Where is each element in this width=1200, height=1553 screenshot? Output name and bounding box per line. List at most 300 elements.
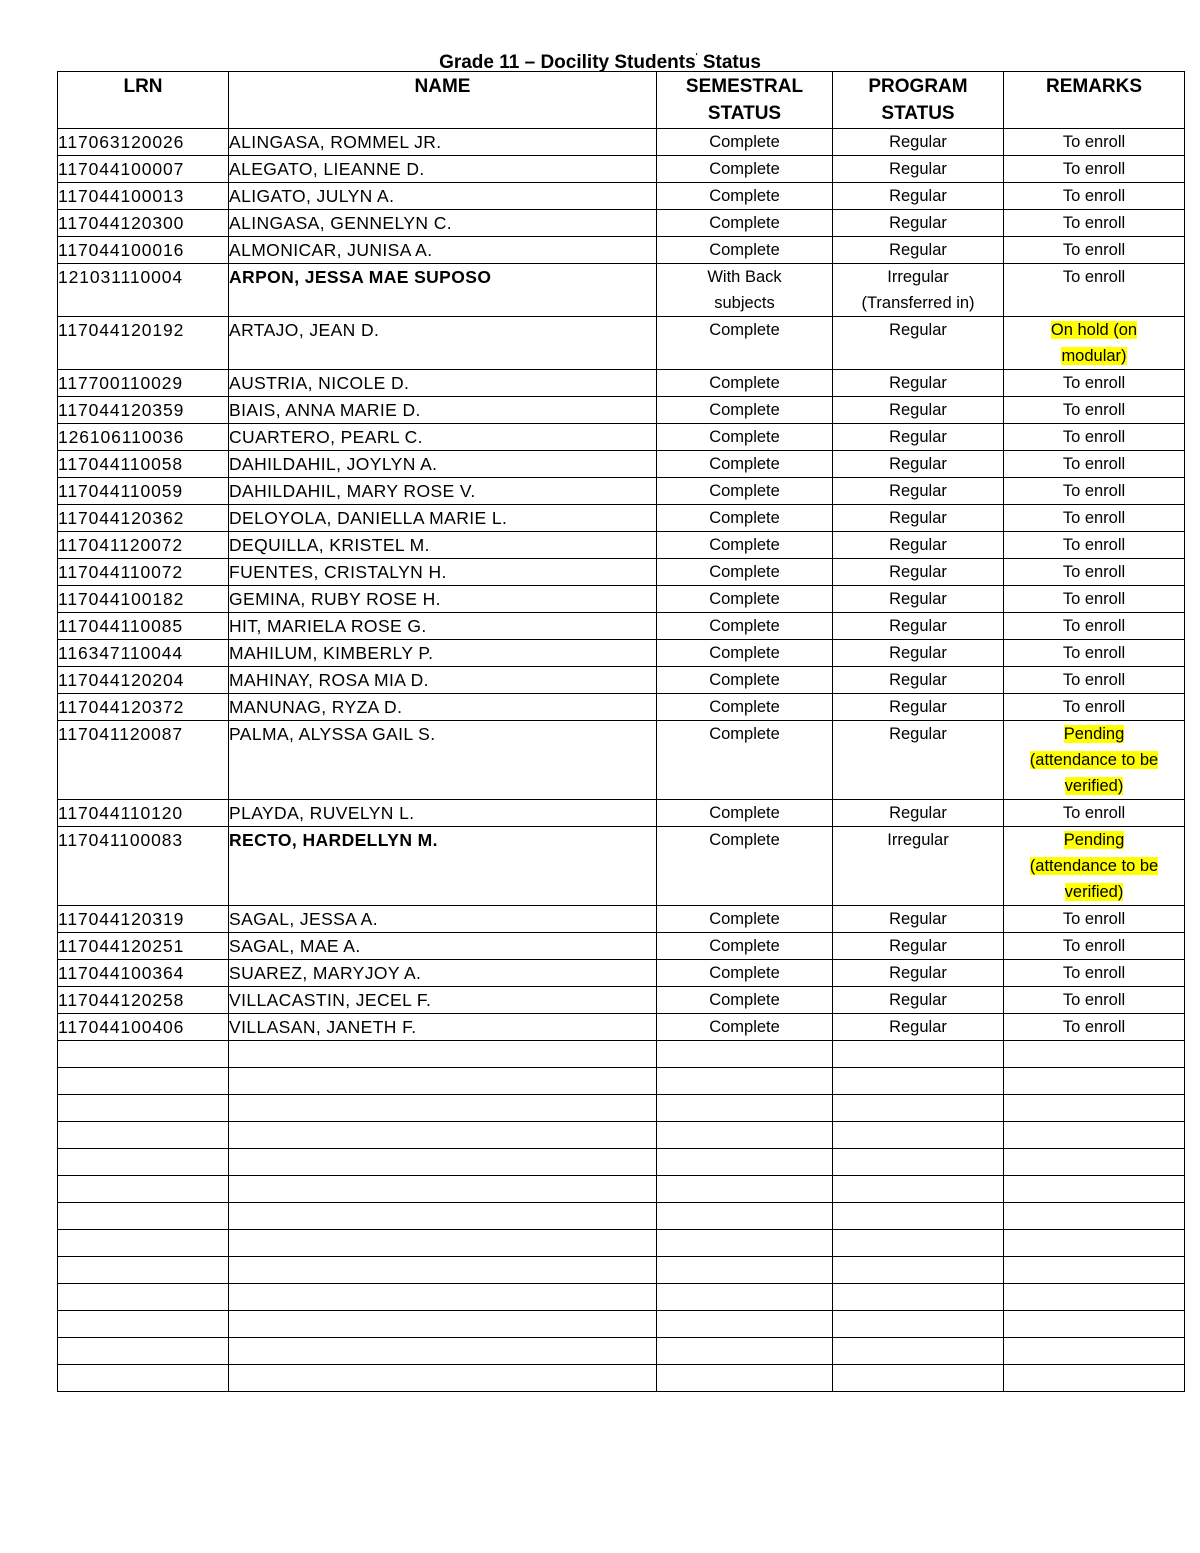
- semestral-status-line: Complete: [709, 509, 780, 527]
- semestral-status-line: Complete: [709, 241, 780, 259]
- lrn-value: 121031110004: [58, 267, 183, 287]
- header-row: [58, 72, 1185, 129]
- program-status-cell: [833, 532, 1004, 559]
- semestral-status-cell: [657, 532, 833, 559]
- name-cell: [229, 397, 657, 424]
- program-status-line: Regular: [889, 644, 947, 662]
- lrn-cell: [58, 960, 229, 987]
- empty-table-row: [58, 1257, 1185, 1284]
- empty-name-cell: [229, 1068, 657, 1095]
- lrn-value: 117044110058: [58, 454, 183, 474]
- semestral-status-line: With Back: [707, 268, 782, 286]
- table-row: [58, 532, 1185, 559]
- table-row: [58, 478, 1185, 505]
- semestral-status-cell: [657, 694, 833, 721]
- program-status-line: Regular: [889, 725, 947, 743]
- name-cell: [229, 667, 657, 694]
- empty-name-cell: [229, 1095, 657, 1122]
- semestral-status-cell: [657, 237, 833, 264]
- empty-program-status-cell: [833, 1365, 1004, 1392]
- lrn-value: 117044120192: [58, 320, 185, 340]
- semestral-status-line: Complete: [709, 160, 780, 178]
- remarks-line: To enroll: [1062, 991, 1126, 1009]
- semestral-status-line: Complete: [709, 187, 780, 205]
- remarks-cell: [1004, 640, 1185, 667]
- lrn-cell: [58, 424, 229, 451]
- program-status-line: Regular: [889, 536, 947, 554]
- table-row: [58, 667, 1185, 694]
- header-name: [229, 72, 657, 129]
- semestral-status-cell: [657, 827, 833, 906]
- program-status-cell: [833, 800, 1004, 827]
- semestral-status-cell: [657, 183, 833, 210]
- empty-name-cell: [229, 1122, 657, 1149]
- remarks-line: To enroll: [1062, 187, 1126, 205]
- program-status-line: Regular: [889, 590, 947, 608]
- program-status-line: Regular: [889, 374, 947, 392]
- remarks-line: To enroll: [1062, 1018, 1126, 1036]
- empty-remarks-cell: [1004, 1230, 1185, 1257]
- table-row: [58, 640, 1185, 667]
- empty-semestral-status-cell: [657, 1230, 833, 1257]
- program-status-line: Regular: [889, 910, 947, 928]
- student-name: MANUNAG, RYZA D.: [229, 697, 403, 717]
- title-main: Grade 11 – Docility Students: [439, 52, 696, 73]
- lrn-cell: [58, 1014, 229, 1041]
- name-cell: [229, 694, 657, 721]
- student-status-table: [57, 71, 1185, 1392]
- empty-lrn-cell: [58, 1095, 229, 1122]
- remarks-cell: [1004, 451, 1185, 478]
- empty-semestral-status-cell: [657, 1203, 833, 1230]
- empty-remarks-cell: [1004, 1284, 1185, 1311]
- remarks-line: To enroll: [1062, 455, 1126, 473]
- lrn-value: 117044120372: [58, 697, 185, 717]
- header-name-label: NAME: [414, 76, 471, 97]
- student-name: VILLASAN, JANETH F.: [229, 1017, 417, 1037]
- empty-semestral-status-cell: [657, 1149, 833, 1176]
- student-name: PLAYDA, RUVELYN L.: [229, 803, 415, 823]
- empty-table-row: [58, 1041, 1185, 1068]
- name-cell: [229, 129, 657, 156]
- lrn-value: 116347110044: [58, 643, 183, 663]
- empty-program-status-cell: [833, 1122, 1004, 1149]
- remarks-line: Pending: [1063, 725, 1125, 743]
- remarks-line: (attendance to be: [1029, 857, 1159, 875]
- empty-table-row: [58, 1365, 1185, 1392]
- table-row: [58, 827, 1185, 906]
- name-cell: [229, 827, 657, 906]
- empty-table-row: [58, 1311, 1185, 1338]
- table-row: [58, 800, 1185, 827]
- empty-program-status-cell: [833, 1176, 1004, 1203]
- semestral-status-cell: [657, 586, 833, 613]
- program-status-cell: [833, 559, 1004, 586]
- remarks-line: To enroll: [1062, 160, 1126, 178]
- semestral-status-line: Complete: [709, 401, 780, 419]
- title-apostrophe: ': [695, 52, 698, 61]
- semestral-status-line: Complete: [709, 698, 780, 716]
- name-cell: [229, 1014, 657, 1041]
- program-status-cell: [833, 933, 1004, 960]
- empty-semestral-status-cell: [657, 1284, 833, 1311]
- empty-semestral-status-cell: [657, 1365, 833, 1392]
- student-name: DEQUILLA, KRISTEL M.: [229, 535, 430, 555]
- lrn-cell: [58, 210, 229, 237]
- semestral-status-line: Complete: [709, 644, 780, 662]
- lrn-cell: [58, 559, 229, 586]
- semestral-status-cell: [657, 451, 833, 478]
- semestral-status-cell: [657, 424, 833, 451]
- program-status-cell: [833, 424, 1004, 451]
- program-status-line: Regular: [889, 991, 947, 1009]
- remarks-line: To enroll: [1062, 937, 1126, 955]
- empty-remarks-cell: [1004, 1311, 1185, 1338]
- student-name: SAGAL, JESSA A.: [229, 909, 378, 929]
- lrn-value: 117044110085: [58, 616, 183, 636]
- remarks-line: To enroll: [1062, 617, 1126, 635]
- semestral-status-line: Complete: [709, 964, 780, 982]
- empty-lrn-cell: [58, 1338, 229, 1365]
- lrn-cell: [58, 505, 229, 532]
- program-status-cell: [833, 906, 1004, 933]
- lrn-value: 117044110059: [58, 481, 183, 501]
- student-name: ALIGATO, JULYN A.: [229, 186, 395, 206]
- name-cell: [229, 210, 657, 237]
- program-status-line: Regular: [889, 617, 947, 635]
- empty-program-status-cell: [833, 1257, 1004, 1284]
- lrn-cell: [58, 906, 229, 933]
- remarks-line: To enroll: [1062, 268, 1126, 286]
- empty-remarks-cell: [1004, 1365, 1185, 1392]
- student-name: AUSTRIA, NICOLE D.: [229, 373, 410, 393]
- semestral-status-line: Complete: [709, 374, 780, 392]
- name-cell: [229, 933, 657, 960]
- lrn-cell: [58, 613, 229, 640]
- remarks-line: (attendance to be: [1029, 751, 1159, 769]
- name-cell: [229, 613, 657, 640]
- program-status-line: Regular: [889, 804, 947, 822]
- lrn-cell: [58, 694, 229, 721]
- semestral-status-cell: [657, 987, 833, 1014]
- semestral-status-line: Complete: [709, 804, 780, 822]
- semestral-status-cell: [657, 960, 833, 987]
- remarks-line: To enroll: [1062, 428, 1126, 446]
- empty-program-status-cell: [833, 1338, 1004, 1365]
- lrn-value: 117044100182: [58, 589, 185, 609]
- program-status-cell: [833, 264, 1004, 317]
- student-name: GEMINA, RUBY ROSE H.: [229, 589, 441, 609]
- program-status-cell: [833, 370, 1004, 397]
- table-row: [58, 1014, 1185, 1041]
- table-row: [58, 613, 1185, 640]
- program-status-line: Regular: [889, 1018, 947, 1036]
- program-status-cell: [833, 640, 1004, 667]
- semestral-status-line: Complete: [709, 1018, 780, 1036]
- name-cell: [229, 987, 657, 1014]
- empty-remarks-cell: [1004, 1176, 1185, 1203]
- program-status-cell: [833, 960, 1004, 987]
- remarks-line: To enroll: [1062, 910, 1126, 928]
- program-status-line: Irregular: [887, 831, 949, 849]
- lrn-cell: [58, 451, 229, 478]
- empty-table-row: [58, 1203, 1185, 1230]
- remarks-cell: [1004, 559, 1185, 586]
- empty-lrn-cell: [58, 1257, 229, 1284]
- empty-name-cell: [229, 1365, 657, 1392]
- remarks-cell: [1004, 478, 1185, 505]
- name-cell: [229, 800, 657, 827]
- empty-semestral-status-cell: [657, 1338, 833, 1365]
- name-cell: [229, 317, 657, 370]
- student-name: ALINGASA, GENNELYN C.: [229, 213, 452, 233]
- empty-semestral-status-cell: [657, 1257, 833, 1284]
- program-status-cell: [833, 210, 1004, 237]
- table-row: [58, 505, 1185, 532]
- student-name: ALEGATO, LIEANNE D.: [229, 159, 425, 179]
- student-name: DAHILDAHIL, MARY ROSE V.: [229, 481, 476, 501]
- lrn-value: 117044120319: [58, 909, 185, 929]
- semestral-status-line: Complete: [709, 671, 780, 689]
- remarks-line: To enroll: [1062, 214, 1126, 232]
- student-name: ALINGASA, ROMMEL JR.: [229, 132, 442, 152]
- empty-table-row: [58, 1068, 1185, 1095]
- lrn-cell: [58, 129, 229, 156]
- lrn-cell: [58, 370, 229, 397]
- semestral-status-line: Complete: [709, 133, 780, 151]
- lrn-cell: [58, 800, 229, 827]
- empty-remarks-cell: [1004, 1068, 1185, 1095]
- lrn-cell: [58, 183, 229, 210]
- name-cell: [229, 478, 657, 505]
- lrn-value: 117044100364: [58, 963, 185, 983]
- program-status-cell: [833, 317, 1004, 370]
- empty-remarks-cell: [1004, 1257, 1185, 1284]
- lrn-value: 117044120362: [58, 508, 185, 528]
- student-name: ALMONICAR, JUNISA A.: [229, 240, 433, 260]
- remarks-cell: [1004, 183, 1185, 210]
- empty-program-status-cell: [833, 1284, 1004, 1311]
- table-row: [58, 960, 1185, 987]
- empty-program-status-cell: [833, 1041, 1004, 1068]
- empty-table-row: [58, 1149, 1185, 1176]
- semestral-status-cell: [657, 156, 833, 183]
- lrn-value: 117044120258: [58, 990, 185, 1010]
- semestral-status-cell: [657, 317, 833, 370]
- empty-semestral-status-cell: [657, 1095, 833, 1122]
- remarks-cell: [1004, 906, 1185, 933]
- program-status-cell: [833, 586, 1004, 613]
- table-row: [58, 183, 1185, 210]
- remarks-line: verified): [1064, 777, 1124, 795]
- empty-lrn-cell: [58, 1176, 229, 1203]
- semestral-status-cell: [657, 667, 833, 694]
- empty-program-status-cell: [833, 1095, 1004, 1122]
- empty-name-cell: [229, 1203, 657, 1230]
- lrn-value: 117044100013: [58, 186, 185, 206]
- remarks-cell: [1004, 397, 1185, 424]
- empty-lrn-cell: [58, 1311, 229, 1338]
- semestral-status-cell: [657, 800, 833, 827]
- lrn-value: 117700110029: [58, 373, 183, 393]
- remarks-cell: [1004, 721, 1185, 800]
- empty-lrn-cell: [58, 1230, 229, 1257]
- semestral-status-cell: [657, 505, 833, 532]
- remarks-cell: [1004, 1014, 1185, 1041]
- student-name: DELOYOLA, DANIELLA MARIE L.: [229, 508, 508, 528]
- lrn-cell: [58, 933, 229, 960]
- remarks-line: verified): [1064, 883, 1124, 901]
- remarks-cell: [1004, 532, 1185, 559]
- student-name: CUARTERO, PEARL C.: [229, 427, 423, 447]
- table-row: [58, 156, 1185, 183]
- program-status-line: Regular: [889, 964, 947, 982]
- name-cell: [229, 721, 657, 800]
- lrn-cell: [58, 640, 229, 667]
- student-name: SAGAL, MAE A.: [229, 936, 361, 956]
- lrn-value: 117041100083: [58, 830, 183, 850]
- lrn-value: 117044120300: [58, 213, 185, 233]
- remarks-cell: [1004, 505, 1185, 532]
- student-name: HIT, MARIELA ROSE G.: [229, 616, 427, 636]
- remarks-cell: [1004, 210, 1185, 237]
- header-program-line2: STATUS: [881, 103, 955, 124]
- program-status-line: Regular: [889, 133, 947, 151]
- remarks-line: On hold (on: [1050, 321, 1138, 339]
- remarks-line: To enroll: [1062, 590, 1126, 608]
- semestral-status-line: Complete: [709, 937, 780, 955]
- semestral-status-cell: [657, 370, 833, 397]
- lrn-value: 126106110036: [58, 427, 185, 447]
- lrn-value: 117044100016: [58, 240, 185, 260]
- remarks-cell: [1004, 987, 1185, 1014]
- student-name: MAHILUM, KIMBERLY P.: [229, 643, 434, 663]
- remarks-line: To enroll: [1062, 804, 1126, 822]
- lrn-value: 117041120087: [58, 724, 183, 744]
- empty-table-row: [58, 1230, 1185, 1257]
- header-program-line1: PROGRAM: [868, 76, 968, 97]
- empty-table-row: [58, 1095, 1185, 1122]
- program-status-cell: [833, 1014, 1004, 1041]
- name-cell: [229, 505, 657, 532]
- program-status-line: Regular: [889, 187, 947, 205]
- student-name: VILLACASTIN, JECEL F.: [229, 990, 432, 1010]
- empty-semestral-status-cell: [657, 1041, 833, 1068]
- empty-name-cell: [229, 1230, 657, 1257]
- lrn-cell: [58, 721, 229, 800]
- lrn-value: 117044120204: [58, 670, 185, 690]
- semestral-status-cell: [657, 264, 833, 317]
- name-cell: [229, 264, 657, 317]
- remarks-line: To enroll: [1062, 644, 1126, 662]
- lrn-cell: [58, 397, 229, 424]
- student-name: SUAREZ, MARYJOY A.: [229, 963, 422, 983]
- student-name: DAHILDAHIL, JOYLYN A.: [229, 454, 438, 474]
- lrn-cell: [58, 532, 229, 559]
- header-semestral-status: [657, 72, 833, 129]
- program-status-cell: [833, 156, 1004, 183]
- table-row: [58, 721, 1185, 800]
- table-row: [58, 129, 1185, 156]
- table-row: [58, 694, 1185, 721]
- student-name: PALMA, ALYSSA GAIL S.: [229, 724, 436, 744]
- program-status-line: Regular: [889, 455, 947, 473]
- semestral-status-line: Complete: [709, 321, 780, 339]
- header-semestral-line2: STATUS: [707, 103, 782, 124]
- empty-table-row: [58, 1176, 1185, 1203]
- table-row: [58, 933, 1185, 960]
- empty-lrn-cell: [58, 1365, 229, 1392]
- semestral-status-cell: [657, 397, 833, 424]
- header-lrn: [58, 72, 229, 129]
- empty-remarks-cell: [1004, 1149, 1185, 1176]
- program-status-cell: [833, 183, 1004, 210]
- name-cell: [229, 532, 657, 559]
- program-status-cell: [833, 721, 1004, 800]
- empty-program-status-cell: [833, 1149, 1004, 1176]
- semestral-status-line: Complete: [709, 563, 780, 581]
- program-status-line: Regular: [889, 563, 947, 581]
- remarks-cell: [1004, 129, 1185, 156]
- empty-lrn-cell: [58, 1284, 229, 1311]
- remarks-line: To enroll: [1062, 374, 1126, 392]
- title-suffix: Status: [697, 52, 761, 73]
- lrn-cell: [58, 827, 229, 906]
- program-status-line: Regular: [889, 428, 947, 446]
- program-status-line: Regular: [889, 241, 947, 259]
- remarks-line: modular): [1061, 347, 1127, 365]
- table-row: [58, 264, 1185, 317]
- student-name: ARTAJO, JEAN D.: [229, 320, 380, 340]
- semestral-status-line: Complete: [709, 536, 780, 554]
- empty-name-cell: [229, 1257, 657, 1284]
- semestral-status-cell: [657, 478, 833, 505]
- table-row: [58, 906, 1185, 933]
- header-semestral-line1: SEMESTRAL: [685, 76, 804, 97]
- remarks-line: To enroll: [1062, 563, 1126, 581]
- empty-name-cell: [229, 1149, 657, 1176]
- remarks-cell: [1004, 586, 1185, 613]
- empty-name-cell: [229, 1284, 657, 1311]
- program-status-line: (Transferred in): [861, 294, 975, 312]
- program-status-line: Regular: [889, 401, 947, 419]
- semestral-status-line: Complete: [709, 910, 780, 928]
- remarks-line: To enroll: [1062, 964, 1126, 982]
- program-status-cell: [833, 505, 1004, 532]
- name-cell: [229, 370, 657, 397]
- program-status-line: Regular: [889, 937, 947, 955]
- name-cell: [229, 237, 657, 264]
- empty-semestral-status-cell: [657, 1068, 833, 1095]
- semestral-status-line: Complete: [709, 590, 780, 608]
- semestral-status-cell: [657, 906, 833, 933]
- program-status-cell: [833, 613, 1004, 640]
- lrn-value: 117044100007: [58, 159, 185, 179]
- program-status-line: Regular: [889, 321, 947, 339]
- remarks-cell: [1004, 933, 1185, 960]
- program-status-line: Regular: [889, 698, 947, 716]
- table-row: [58, 987, 1185, 1014]
- remarks-cell: [1004, 694, 1185, 721]
- program-status-line: Regular: [889, 214, 947, 232]
- remarks-cell: [1004, 264, 1185, 317]
- table-row: [58, 586, 1185, 613]
- empty-remarks-cell: [1004, 1122, 1185, 1149]
- name-cell: [229, 156, 657, 183]
- name-cell: [229, 183, 657, 210]
- remarks-cell: [1004, 827, 1185, 906]
- semestral-status-cell: [657, 721, 833, 800]
